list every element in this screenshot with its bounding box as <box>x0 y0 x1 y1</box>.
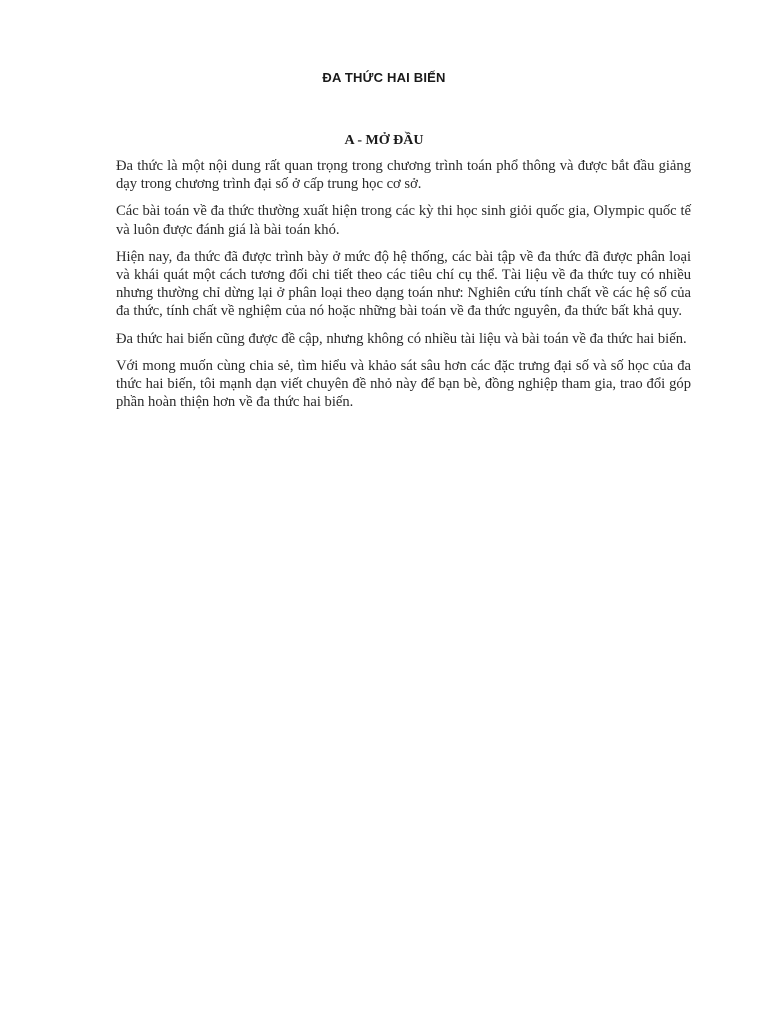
paragraph-2: Các bài toán về đa thức thường xuất hiện trong các kỳ thi học sinh giỏi quốc gia, Olympic quốc tế và luôn được đánh giá là bài toán khó. <box>116 203 691 238</box>
document-title: ĐA THỨC HAI BIẾN <box>322 70 446 85</box>
paragraph-4: Đa thức hai biến cũng được đề cập, nhưng không có nhiều tài liệu và bài toán về đa thức hai biến. <box>116 330 687 347</box>
section-heading: A - MỞ ĐẦU <box>344 133 424 148</box>
body-text <box>116 157 691 420</box>
paragraph-1: Đa thức là một nội dung rất quan trọng trong chương trình toán phổ thông và được bắt đầu giảng dạy trong chương trình đại số ở cấp trung học cơ sở. <box>116 158 691 193</box>
paragraph-5: Với mong muốn cùng chia sẻ, tìm hiểu và khảo sát sâu hơn các đặc trưng đại số và số học của đa thức hai biến, tôi mạnh dạn viết chuyên đề nhỏ này để bạn bè, đồng nghiệp tham gia, trao đổi góp phần hoàn thiện hơn về đa thức hai biến. <box>116 357 691 411</box>
paragraph-3: Hiện nay, đa thức đã được trình bày ở mức độ hệ thống, các bài tập về đa thức đã được phân loại và khái quát một cách tương đối chi tiết theo các tiêu chí cụ thể. Tài liệu về đa thức tuy có nhiều nhưng thường chỉ dừng lại ở phân loại theo dạng toán như: Nghiên cứu tính chất về các hệ số của đa thức, tính chất về nghiệm của nó hoặc những bài toán về đa thức nguyên, đa thức bất khả quy. <box>116 248 691 320</box>
